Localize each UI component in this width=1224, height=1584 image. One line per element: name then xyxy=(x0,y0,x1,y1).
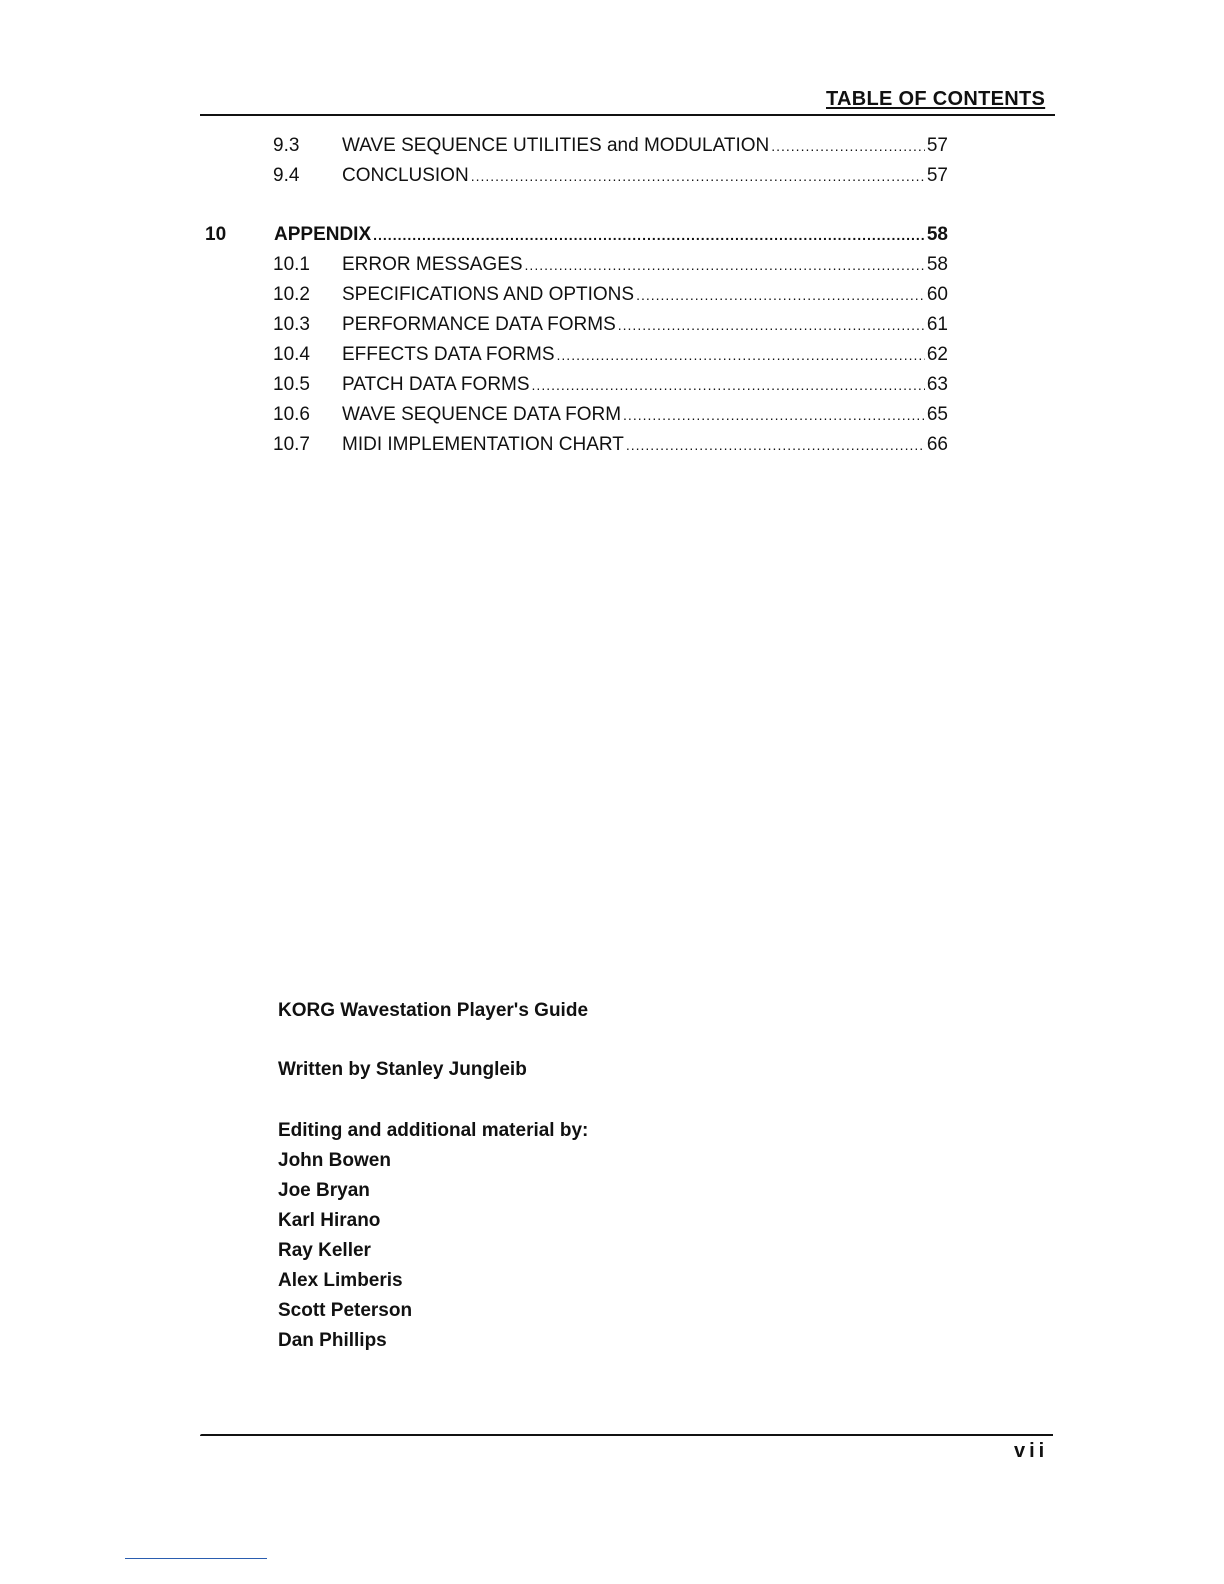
guide-title: KORG Wavestation Player's Guide xyxy=(278,1000,589,1021)
toc-section-number: 10.1 xyxy=(273,254,310,275)
toc-section-title: MIDI IMPLEMENTATION CHART xyxy=(342,434,624,455)
toc-page-number: 57 xyxy=(926,165,948,186)
dot-leader xyxy=(557,342,925,368)
toc-page-number: 61 xyxy=(926,314,948,335)
dot-leader xyxy=(626,432,925,458)
toc-page-number: 62 xyxy=(926,344,948,365)
dot-leader xyxy=(471,163,925,189)
toc-section-number: 10.7 xyxy=(273,434,310,455)
dot-leader xyxy=(532,372,925,398)
editor-name: Karl Hirano xyxy=(278,1210,381,1231)
toc-section-title: EFFECTS DATA FORMS xyxy=(342,344,555,365)
corner-line xyxy=(125,1558,267,1559)
toc-page-number: 57 xyxy=(926,135,948,156)
toc-section-title: WAVE SEQUENCE DATA FORM xyxy=(342,404,622,425)
editor-name: Joe Bryan xyxy=(278,1180,370,1201)
toc-section-number: 10.5 xyxy=(273,374,310,395)
toc-row[interactable] xyxy=(0,282,1224,308)
toc-page-number: 60 xyxy=(926,284,948,305)
toc-section-number: 10.2 xyxy=(273,284,310,305)
dot-leader xyxy=(525,252,925,278)
editing-heading: Editing and additional material by: xyxy=(278,1120,589,1141)
toc-page-number: 65 xyxy=(926,404,948,425)
toc-chapter-number: 10 xyxy=(205,224,227,245)
footer-rule xyxy=(200,1434,1053,1436)
toc-page-number: 58 xyxy=(926,224,948,245)
toc-section-title: PATCH DATA FORMS xyxy=(342,374,530,395)
toc-section-number: 9.4 xyxy=(273,165,300,186)
toc-row[interactable] xyxy=(0,133,1224,159)
page-number: vii xyxy=(1014,1440,1049,1462)
toc-page-number: 58 xyxy=(926,254,948,275)
editor-name: Ray Keller xyxy=(278,1240,371,1261)
toc-page-number: 66 xyxy=(926,434,948,455)
dot-leader xyxy=(636,282,925,308)
dot-leader xyxy=(618,312,925,338)
toc-page-number: 63 xyxy=(926,374,948,395)
toc-section-title: WAVE SEQUENCE UTILITIES and MODULATION xyxy=(342,135,770,156)
editor-name: Scott Peterson xyxy=(278,1300,413,1321)
header-rule xyxy=(200,114,1055,116)
page-header-title: TABLE OF CONTENTS xyxy=(826,88,1046,110)
dot-leader xyxy=(623,402,925,428)
toc-row[interactable] xyxy=(0,163,1224,189)
toc-section-number: 10.6 xyxy=(273,404,310,425)
toc-section-number: 9.3 xyxy=(273,135,300,156)
author-line: Written by Stanley Jungleib xyxy=(278,1059,527,1080)
toc-chapter-row[interactable] xyxy=(0,222,1224,248)
toc-section-number: 10.3 xyxy=(273,314,310,335)
toc-section-title: PERFORMANCE DATA FORMS xyxy=(342,314,616,335)
editor-name: Dan Phillips xyxy=(278,1330,387,1351)
dot-leader xyxy=(771,133,925,159)
toc-section-title: CONCLUSION xyxy=(342,165,469,186)
editor-name: John Bowen xyxy=(278,1150,391,1171)
toc-row[interactable] xyxy=(0,402,1224,428)
toc-row[interactable] xyxy=(0,342,1224,368)
dot-leader xyxy=(373,222,925,248)
toc-row[interactable] xyxy=(0,432,1224,458)
toc-section-number: 10.4 xyxy=(273,344,310,365)
toc-chapter-title: APPENDIX xyxy=(274,224,372,245)
editor-name: Alex Limberis xyxy=(278,1270,403,1291)
toc-row[interactable] xyxy=(0,252,1224,278)
toc-section-title: ERROR MESSAGES xyxy=(342,254,523,275)
toc-row[interactable] xyxy=(0,312,1224,338)
toc-section-title: SPECIFICATIONS AND OPTIONS xyxy=(342,284,635,305)
toc-row[interactable] xyxy=(0,372,1224,398)
